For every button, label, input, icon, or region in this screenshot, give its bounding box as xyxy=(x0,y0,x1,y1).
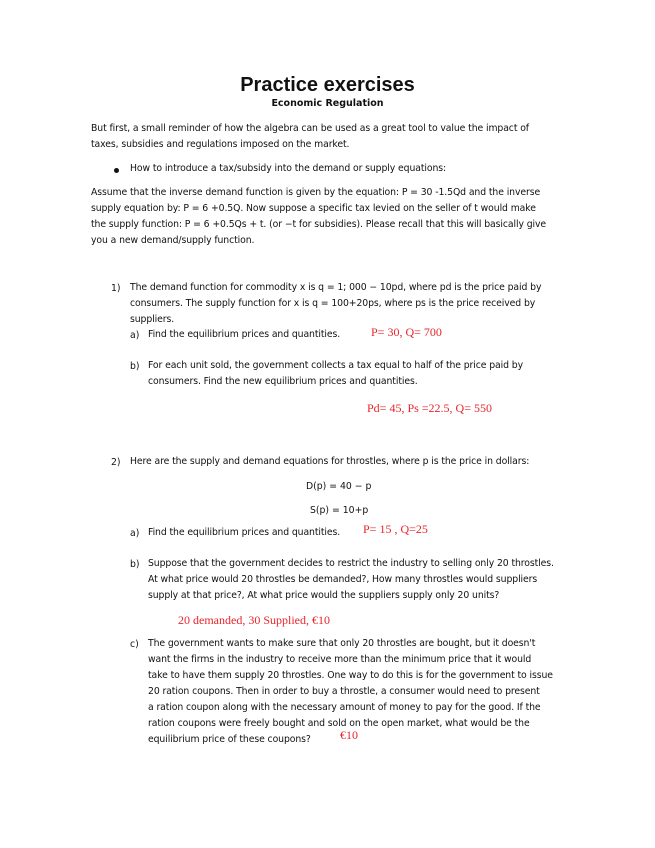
demand-equation: D(p) = 40 − p xyxy=(306,481,372,492)
question-2a-text: Find the equilibrium prices and quantities. xyxy=(148,527,341,538)
question-2c-line-1: The government wants to make sure that only 20 throstles are bought, but it doesn't xyxy=(148,638,536,649)
intro-line-2: taxes, subsidies and regulations imposed on the market. xyxy=(91,139,350,150)
question-1b-line-2: consumers. Find the new equilibrium prices and quantities. xyxy=(148,376,418,387)
supply-equation: S(p) = 10+p xyxy=(310,505,369,516)
intro-line-1: But first, a small reminder of how the algebra can be used as a great tool to value the impact of xyxy=(91,123,529,134)
question-1a-answer: P= 30, Q= 700 xyxy=(371,325,442,339)
question-1-line-3: suppliers. xyxy=(130,314,175,325)
question-2b-answer: 20 demanded, 30 Supplied, €10 xyxy=(178,613,330,627)
bullet-icon xyxy=(114,168,119,173)
question-1b-label: b) xyxy=(130,361,140,372)
question-2b-line-3: supply at that price?, At what price would the suppliers supply only 20 units? xyxy=(148,590,500,601)
question-1b-line-1: For each unit sold, the government collects a tax equal to half of the price paid by xyxy=(148,360,523,371)
page-subtitle: Economic Regulation xyxy=(271,98,384,109)
question-2b-label: b) xyxy=(130,559,140,570)
question-2a-label: a) xyxy=(130,528,140,539)
intro-paragraph-line-4: you a new demand/supply function. xyxy=(91,235,255,246)
question-2c-line-7: equilibrium price of these coupons? xyxy=(148,734,311,745)
question-2c-line-4: 20 ration coupons. Then in order to buy a throstle, a consumer would need to present xyxy=(148,686,540,697)
question-1a-label: a) xyxy=(130,330,140,341)
question-2a-answer: P= 15 , Q=25 xyxy=(363,522,428,536)
question-2c-line-2: want the firms in the industry to receive more than the minimum price that it would xyxy=(148,654,532,665)
question-2b-line-1: Suppose that the government decides to restrict the industry to selling only 20 throstles. xyxy=(148,558,554,569)
bullet-text: How to introduce a tax/subsidy into the demand or supply equations: xyxy=(130,163,447,174)
question-2-line-1: Here are the supply and demand equations for throstles, where p is the price in dollars: xyxy=(130,456,530,467)
question-1a-text: Find the equilibrium prices and quantities. xyxy=(148,329,341,340)
question-1-line-2: consumers. The supply function for x is q = 100+20ps, where ps is the price received by xyxy=(130,298,536,309)
question-1-number: 1) xyxy=(111,283,121,294)
question-2c-label: c) xyxy=(130,639,139,650)
intro-paragraph-line-1: Assume that the inverse demand function is given by the equation: P = 30 -1.5Qd and the inverse xyxy=(91,187,541,198)
question-2c-line-3: take to have them supply 20 throstles. One way to do this is for the government to issue xyxy=(148,670,553,681)
question-1-line-1: The demand function for commodity x is q = 1; 000 − 10pd, where pd is the price paid by xyxy=(130,282,542,293)
question-2b-line-2: At what price would 20 throstles be demanded?, How many throstles would suppliers xyxy=(148,574,538,585)
question-2c-line-6: ration coupons were freely bought and sold on the open market, what would be the xyxy=(148,718,530,729)
question-2c-line-5: a ration coupon along with the necessary amount of money to pay for the good. If the xyxy=(148,702,541,713)
question-2-number: 2) xyxy=(111,457,121,468)
question-2c-answer: €10 xyxy=(340,728,358,742)
intro-paragraph-line-3: the supply function: P = 6 +0.5Qs + t. (or −t for subsidies). Please recall that this will basically give xyxy=(91,219,547,230)
question-1b-answer: Pd= 45, Ps =22.5, Q= 550 xyxy=(367,401,492,415)
intro-paragraph-line-2: supply equation by: P = 6 +0.5Q. Now suppose a specific tax levied on the seller of t would make xyxy=(91,203,536,214)
page-title: Practice exercises xyxy=(240,74,415,96)
